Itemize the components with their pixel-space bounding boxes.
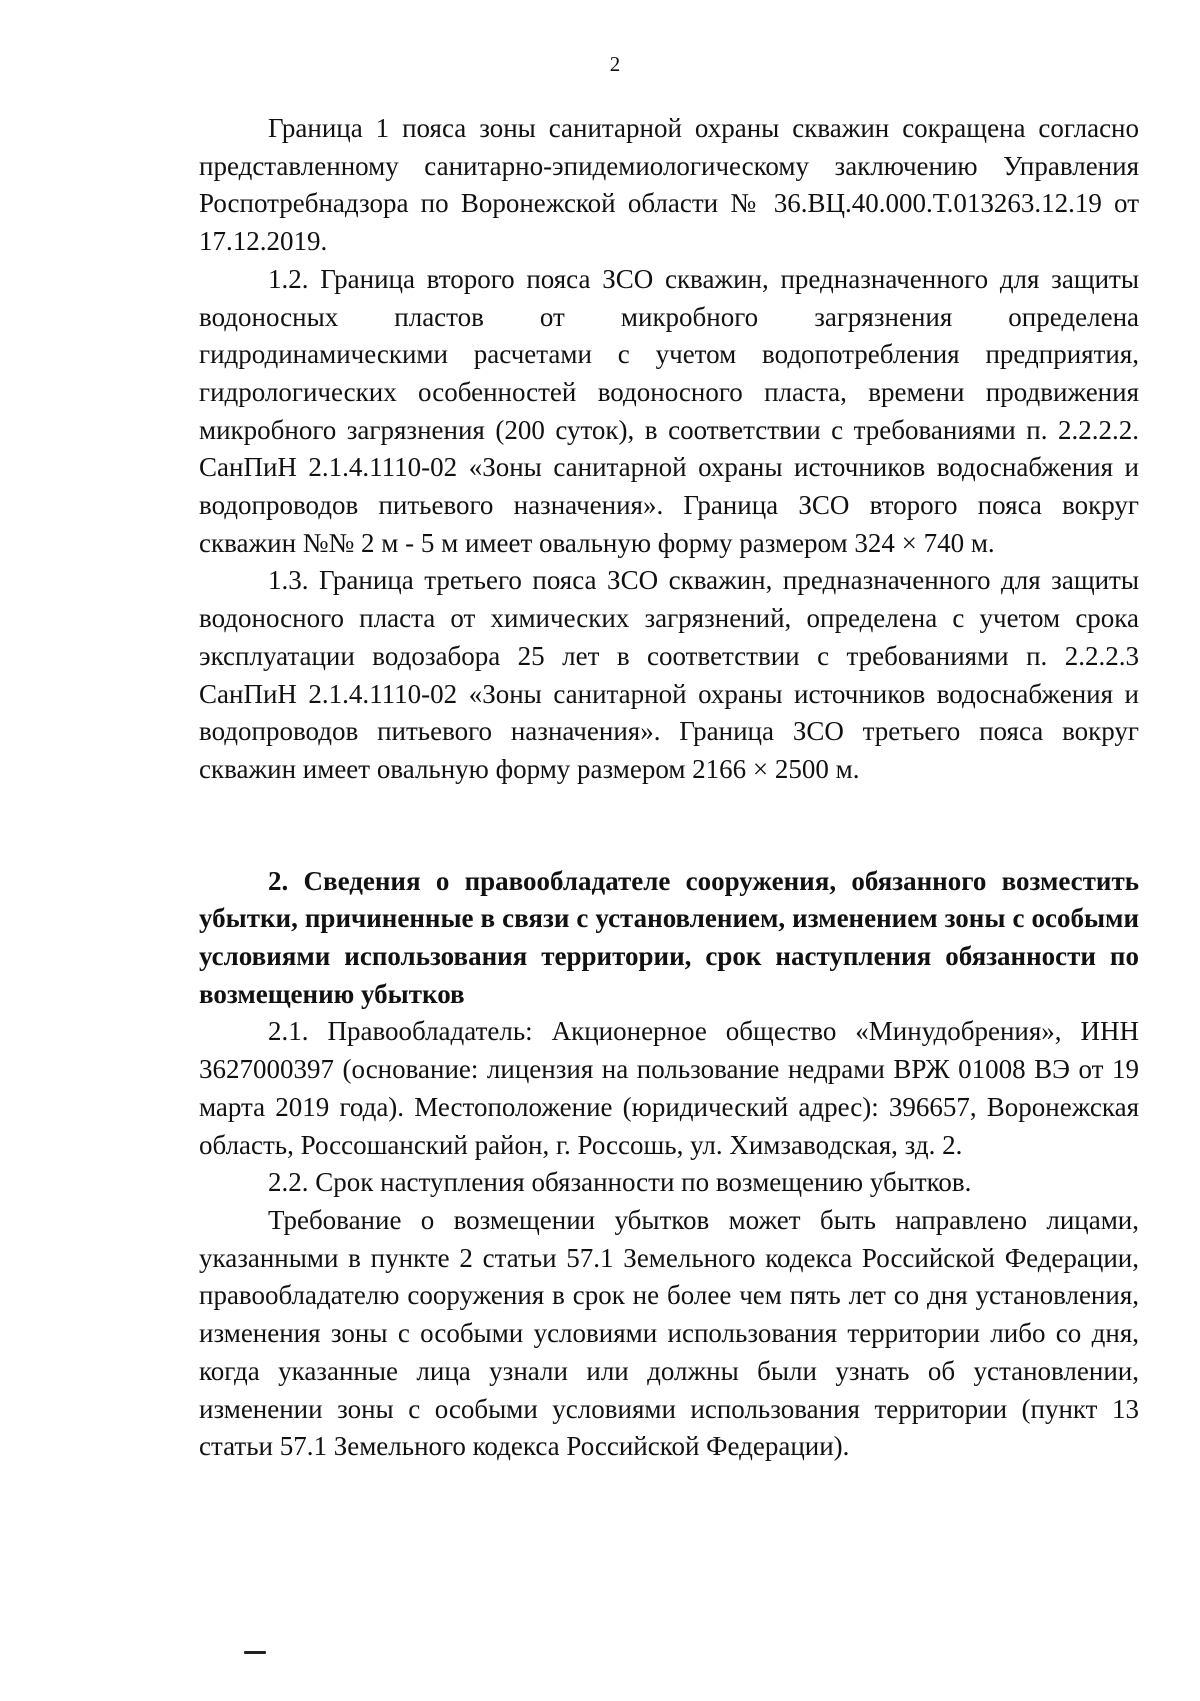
page-number: 2 — [609, 52, 621, 76]
paragraph-1-2: 1.2. Граница второго пояса ЗСО скважин, предназначенного для защиты водоносных пластов от микробного загрязнения определена гидродинамическими расчетами с учетом водопотребления предприятия, гидрологических особенностей водоносного пласта, времени продвижения микробного загрязнения (200 суток), в соответствии с требованиями п. 2.2.2.2. СанПиН 2.1.4.1110-02 «Зоны санитарной охраны источников водоснабжения и водопроводов питьевого назначения». Граница ЗСО второго пояса вокруг скважин №№ 2 м - 5 м имеет овальную форму размером 324 × 740 м. — [199, 263, 1139, 558]
section-2-title: 2. Сведения о правообладателе сооружения, обязанного возместить убытки, причиненные в связи с установлением, изменением зоны с особыми условиями использования территории, срок наступления обязанности по возмещению убытков — [199, 865, 1139, 1009]
scan-mark — [244, 1651, 266, 1654]
paragraph-zone1-boundary: Граница 1 пояса зоны санитарной охраны скважин сокращена согласно представленному санитарно-эпидемиологическому заключению Управления Роспотребнадзора по Воронежской области № 36.ВЦ.40.000.Т.013263.12.19 от 17.12.2019. — [199, 113, 1139, 257]
paragraph-2-1: 2.1. Правообладатель: Акционерное общество «Минудобрения», ИНН 3627000397 (основание: лицензия на пользование недрами ВРЖ 01008 ВЭ от 19 марта 2019 года). Местоположение (юридический адрес): 396657, Воронежская область, Россошанский район, г. Россошь, ул. Химзаводская, зд. 2. — [199, 1016, 1139, 1160]
document-body — [199, 110, 1139, 1466]
paragraph-1-3: 1.3. Граница третьего пояса ЗСО скважин, предназначенного для защиты водоносного пласта от химических загрязнений, определена с учетом срока эксплуатации водозабора 25 лет в соответствии с требованиями п. 2.2.2.3 СанПиН 2.1.4.1110-02 «Зоны санитарной охраны источников водоснабжения и водопроводов питьевого назначения». Граница ЗСО третьего пояса вокруг скважин имеет овальную форму размером 2166 × 2500 м. — [199, 565, 1139, 784]
paragraph-2-2: 2.2. Срок наступления обязанности по возмещению убытков. — [268, 1167, 972, 1198]
paragraph-2-2-text: Требование о возмещении убытков может быть направлено лицами, указанными в пункте 2 статьи 57.1 Земельного кодекса Российской Федерации, правообладателю сооружения в срок не более чем пять лет со дня установления, изменения зоны с особыми условиями использования территории либо со дня, когда указанные лица узнали или должны были узнать об установлении, изменении зоны с особыми условиями использования территории (пункт 13 статьи 57.1 Земельного кодекса Российской Федерации). — [199, 1204, 1139, 1462]
